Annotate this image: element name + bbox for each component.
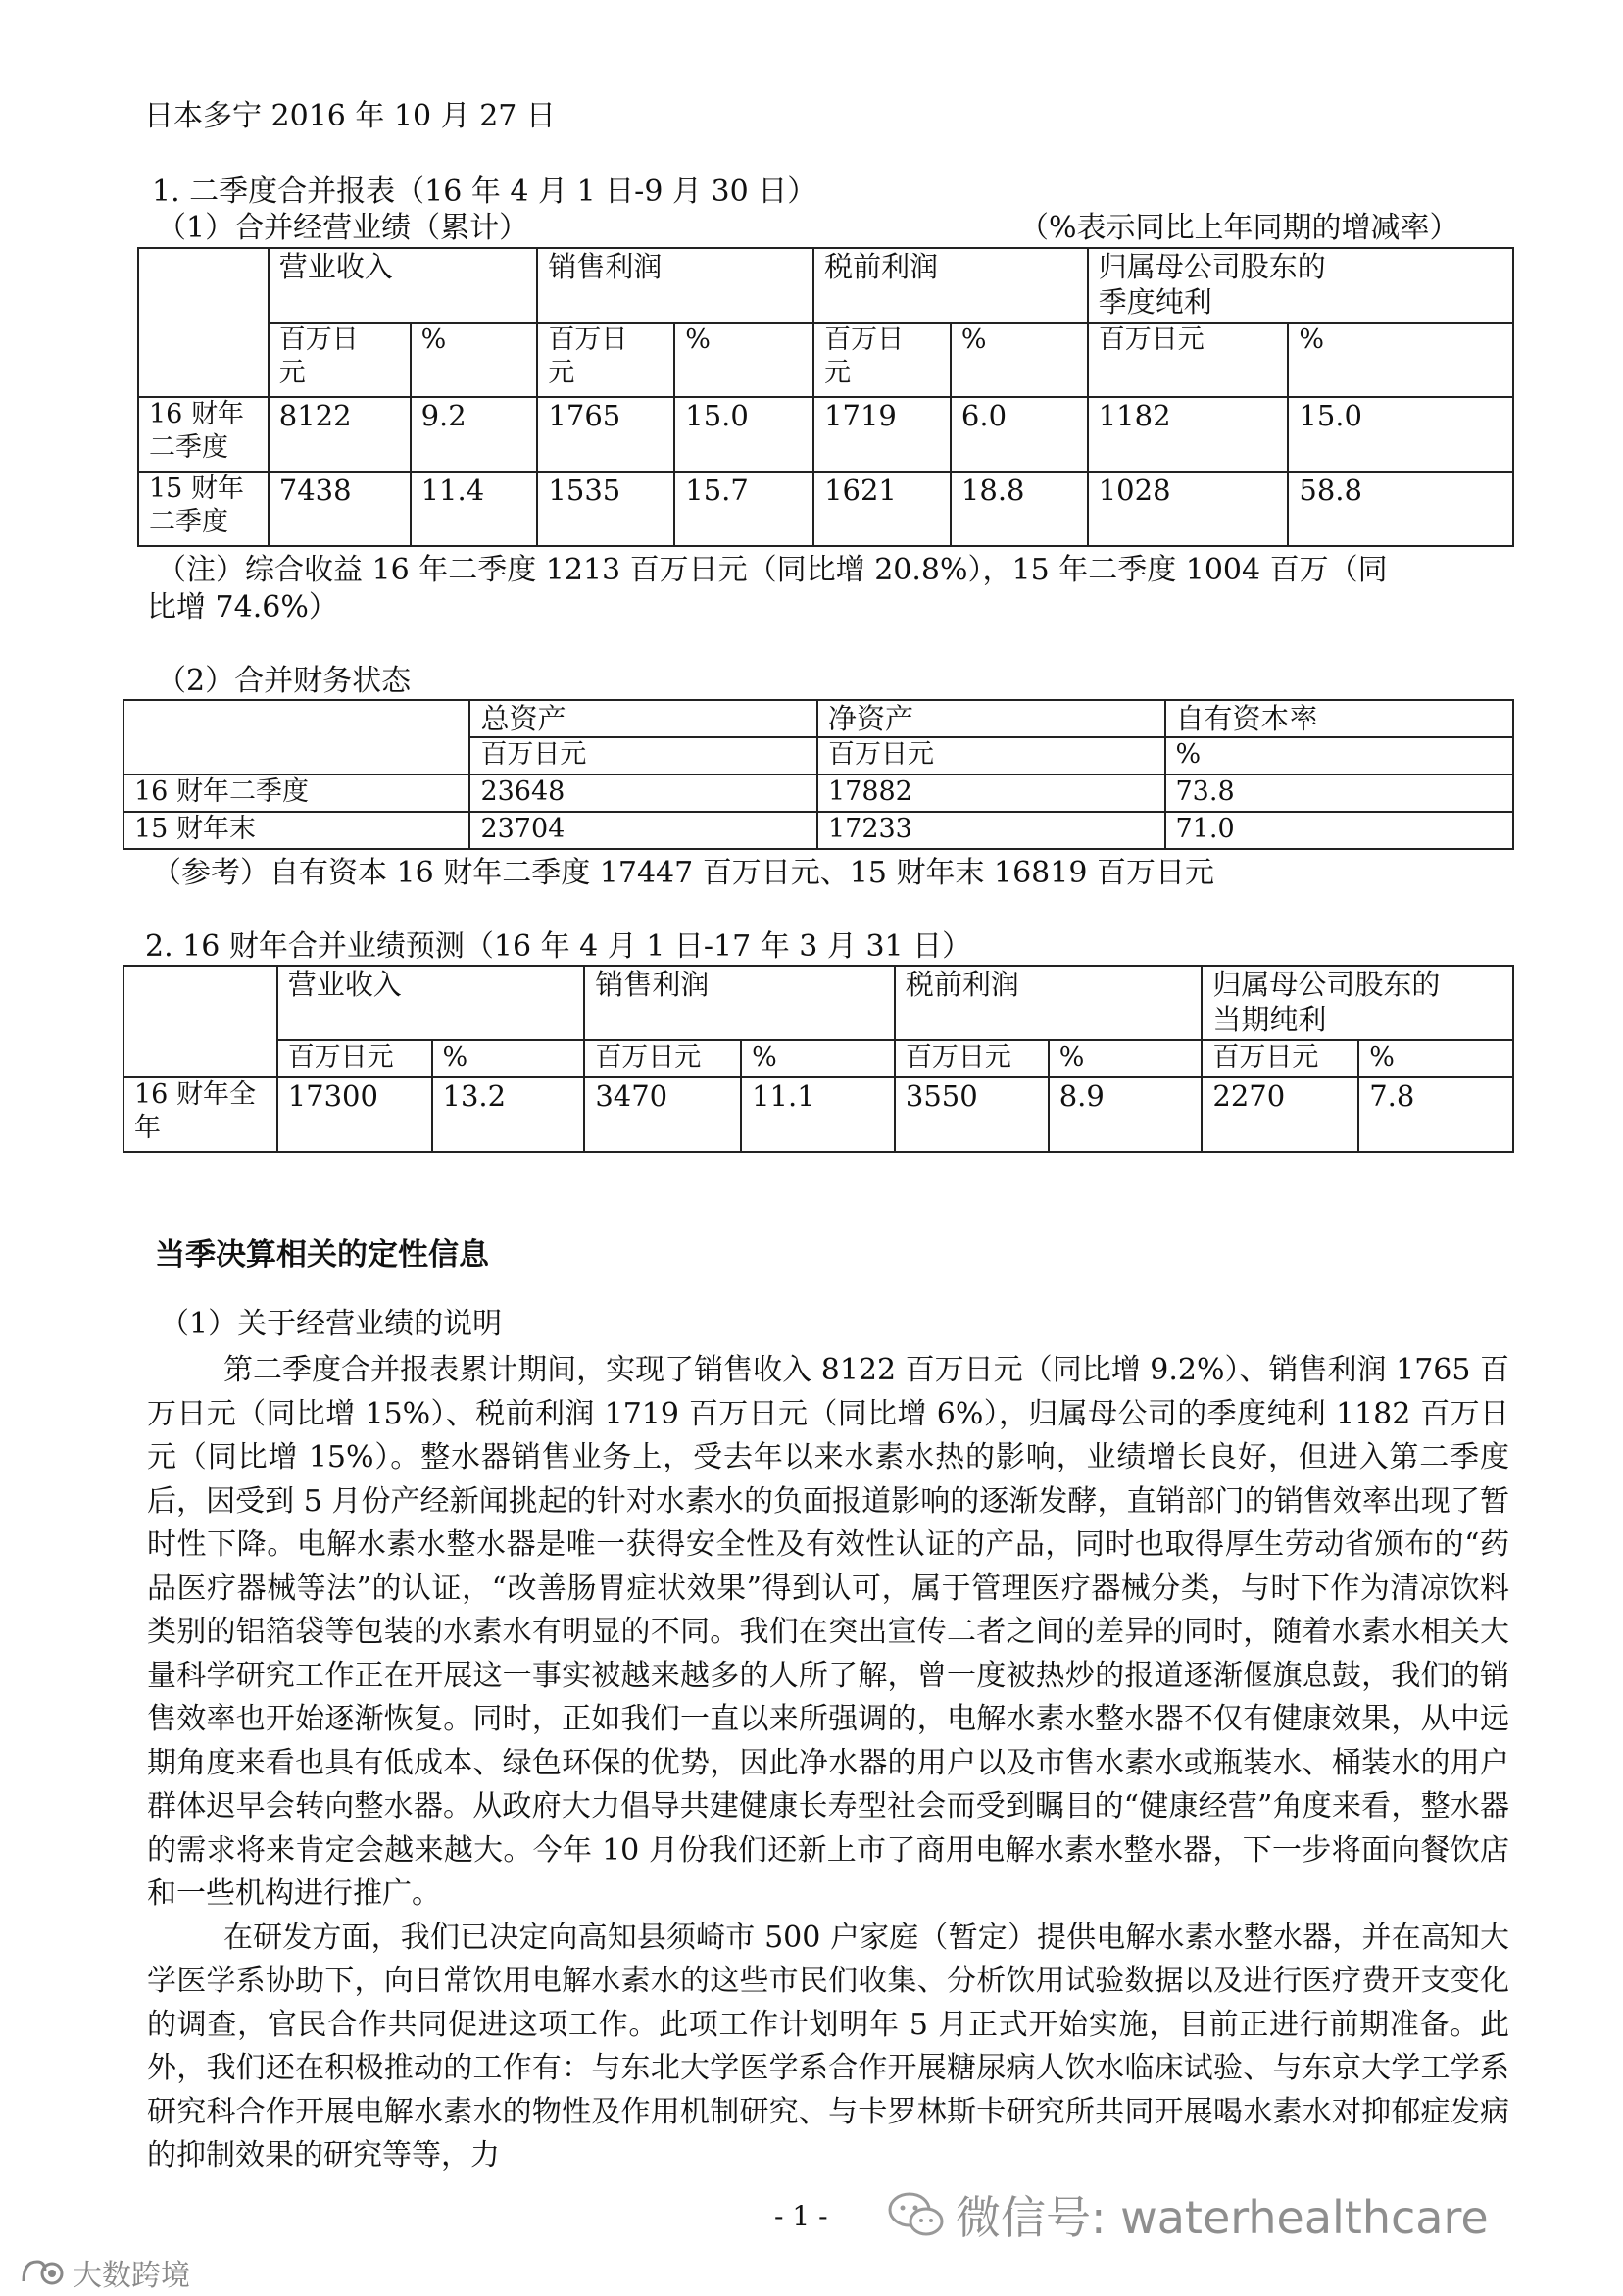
col-header: 归属母公司股东的 当期纯利 bbox=[1202, 966, 1513, 1040]
cell: 1028 bbox=[1088, 472, 1289, 546]
row-label: 16 财年全 年 bbox=[123, 1077, 277, 1152]
qualitative-heading: 当季决算相关的定性信息 bbox=[155, 1237, 489, 1273]
col-header: 自有资本率 bbox=[1165, 700, 1514, 737]
cell: 8.9 bbox=[1049, 1077, 1203, 1152]
cell: 13.2 bbox=[432, 1077, 585, 1152]
cell: 15.0 bbox=[674, 397, 813, 472]
cell: 23648 bbox=[469, 774, 817, 812]
unit-cell: % bbox=[951, 323, 1088, 397]
cell: 11.1 bbox=[741, 1077, 895, 1152]
date-line: 日本多宁 2016 年 10 月 27 日 bbox=[144, 99, 556, 133]
cell: 17300 bbox=[277, 1077, 432, 1152]
col-header: 营业收入 bbox=[277, 966, 585, 1040]
col-header: 销售利润 bbox=[537, 248, 813, 323]
cell: 1621 bbox=[813, 472, 951, 546]
table-operating-results bbox=[137, 247, 1514, 547]
unit-cell: % bbox=[1288, 323, 1513, 397]
paragraph: 第二季度合并报表累计期间，实现了销售收入 8122 百万日元（同比增 9.2%）、销售利润 1765 百万日元（同比增 15%）、税前利润 1719 百万日元（同比增 6%），归属母公司的季度纯利 1182 百万日元（同比增 15%）。整水器销售业务上，受去年以来水素水热的影响，业绩增长良好，但进入第二季度后，因受到 5 月份产经新闻挑起的针对水素水的负面报道影响的逐渐发酵，直销部门的销售效率出现了暂时性下降。电解水素水整水器是唯一获得安全性及有效性认证的产品，同时也取得厚生劳动省颁布的“药品医疗器械等法”的认证，“改善肠胃症状效果”得到认可，属于管理医疗器械分类，与时下作为清凉饮料类别的铝箔袋等包装的水素水有明显的不同。我们在突出宣传二者之间的差异的同时，随着水素水相关大量科学研究工作正在开展这一事实被越来越多的人所了解，曾一度被热炒的报道逐渐偃旗息鼓，我们的销售效率也开始逐渐恢复。同时，正如我们一直以来所强调的，电解水素水整水器不仅有健康效果，从中远期角度来看也具有低成本、绿色环保的优势，因此净水器的用户以及市售水素水或瓶装水、桶装水的用户群体迟早会转向整水器。从政府大力倡导共建健康长寿型社会而受到瞩目的“健康经营”角度来看，整水器的需求将来肯定会越来越大。今年 10 月份我们还新上市了商用电解水素水整水器，下一步将面向餐饮店和一些机构进行推广。 bbox=[147, 1353, 1509, 1911]
cell: 73.8 bbox=[1165, 774, 1514, 812]
table-row bbox=[138, 472, 1513, 546]
col-header: 营业收入 bbox=[269, 248, 538, 323]
col-header: 税前利润 bbox=[895, 966, 1203, 1040]
cell: 7438 bbox=[269, 472, 411, 546]
unit-cell: 百万日元 bbox=[469, 737, 817, 774]
cell: 1535 bbox=[537, 472, 674, 546]
cell: 17233 bbox=[817, 812, 1165, 849]
col-header: 销售利润 bbox=[584, 966, 895, 1040]
row-label: 15 财年末 bbox=[123, 812, 469, 849]
unit-cell: % bbox=[411, 323, 538, 397]
page-number: - 1 - bbox=[774, 2200, 828, 2232]
cell: 15.7 bbox=[674, 472, 813, 546]
col-header: 总资产 bbox=[469, 700, 817, 737]
cell: 1765 bbox=[537, 397, 674, 472]
table-row bbox=[123, 812, 1513, 849]
cell: 1182 bbox=[1088, 397, 1289, 472]
cell: 9.2 bbox=[411, 397, 538, 472]
col-header: 税前利润 bbox=[813, 248, 1088, 323]
unit-cell: % bbox=[741, 1040, 895, 1077]
cell: 8122 bbox=[269, 397, 411, 472]
cell: 6.0 bbox=[951, 397, 1088, 472]
unit-cell: 百万日元 bbox=[584, 1040, 741, 1077]
row-label: 16 财年二季度 bbox=[123, 774, 469, 812]
table-row bbox=[138, 397, 1513, 472]
cell: 2270 bbox=[1202, 1077, 1358, 1152]
unit-cell: 百万日元 bbox=[1088, 323, 1289, 397]
cell: 7.8 bbox=[1358, 1077, 1513, 1152]
table-corner bbox=[123, 966, 277, 1077]
unit-cell: 百万日元 bbox=[1202, 1040, 1358, 1077]
wechat-watermark bbox=[887, 2180, 1489, 2249]
paragraph: 在研发方面，我们已决定向高知县须崎市 500 户家庭（暂定）提供电解水素水整水器，并在高知大学医学系协助下，向日常饮用电解水素水的这些市民们收集、分析饮用试验数据以及进行医疗费开支变化的调查，官民合作共同促进这项工作。此项工作计划明年 5 月正式开始实施，目前正进行前期准备。此外，我们还在积极推动的工作有：与东北大学医学系合作开展糖尿病人饮水临床试验、与东京大学工学系研究科合作开展电解水素水的物性及作用机制研究、与卡罗林斯卡研究所共同开展喝水素水对抑郁症发病的抑制效果的研究等等，力 bbox=[147, 1920, 1509, 2172]
unit-cell: % bbox=[1049, 1040, 1203, 1077]
cell: 17882 bbox=[817, 774, 1165, 812]
cell: 1719 bbox=[813, 397, 951, 472]
unit-cell: 百万日元 bbox=[895, 1040, 1049, 1077]
reference-equity: （参考）自有资本 16 财年二季度 17447 百万日元、15 财年末 16819 百万日元 bbox=[152, 856, 1214, 890]
col-header: 归属母公司股东的 季度纯利 bbox=[1088, 248, 1513, 323]
unit-cell: 百万日 元 bbox=[813, 323, 951, 397]
brand-logo bbox=[20, 2253, 190, 2292]
brand-logo-text: 大数跨境 bbox=[73, 2259, 190, 2293]
row-label: 15 财年 二季度 bbox=[138, 472, 269, 546]
unit-cell: 百万日元 bbox=[277, 1040, 432, 1077]
note-comprehensive-income: （注）综合收益 16 年二季度 1213 百万日元（同比增 20.8%），15 年二季度 1004 百万（同 bbox=[157, 553, 1388, 587]
unit-cell: 百万日 元 bbox=[269, 323, 411, 397]
qualitative-subheading: （1）关于经营业绩的说明 bbox=[160, 1307, 503, 1341]
table-row bbox=[123, 1077, 1513, 1152]
cell: 15.0 bbox=[1288, 397, 1513, 472]
cell: 71.0 bbox=[1165, 812, 1514, 849]
unit-cell: % bbox=[432, 1040, 585, 1077]
section2-title: 2. 16 财年合并业绩预测（16 年 4 月 1 日-17 年 3 月 31 日） bbox=[145, 929, 972, 964]
col-header: 净资产 bbox=[817, 700, 1165, 737]
cell: 58.8 bbox=[1288, 472, 1513, 546]
section1-sub1: （1）合并经营业绩（累计） bbox=[157, 211, 529, 245]
table-corner bbox=[123, 700, 469, 774]
cell: 18.8 bbox=[951, 472, 1088, 546]
row-label: 16 财年 二季度 bbox=[138, 397, 269, 472]
section1-title: 1. 二季度合并报表（16 年 4 月 1 日-9 月 30 日） bbox=[152, 175, 817, 209]
table-financial-position bbox=[123, 699, 1514, 850]
qualitative-body bbox=[147, 1349, 1509, 2178]
cell: 3550 bbox=[895, 1077, 1049, 1152]
unit-cell: % bbox=[1165, 737, 1514, 774]
cell: 11.4 bbox=[411, 472, 538, 546]
unit-cell: % bbox=[674, 323, 813, 397]
table-row bbox=[123, 774, 1513, 812]
note-comprehensive-income-cont: 比增 74.6%） bbox=[147, 590, 338, 624]
cell: 3470 bbox=[584, 1077, 741, 1152]
brand-logo-icon bbox=[20, 2256, 67, 2289]
wechat-icon bbox=[887, 2189, 946, 2240]
wechat-id: 微信号: waterhealthcare bbox=[956, 2191, 1489, 2244]
unit-cell: 百万日 元 bbox=[537, 323, 674, 397]
table-forecast bbox=[123, 965, 1514, 1153]
unit-cell: % bbox=[1358, 1040, 1513, 1077]
table-corner bbox=[138, 248, 269, 397]
unit-cell: 百万日元 bbox=[817, 737, 1165, 774]
section1-sub2: （2）合并财务状态 bbox=[157, 664, 412, 698]
section1-sub1-note: （%表示同比上年同期的增减率） bbox=[1019, 211, 1459, 245]
cell: 23704 bbox=[469, 812, 817, 849]
